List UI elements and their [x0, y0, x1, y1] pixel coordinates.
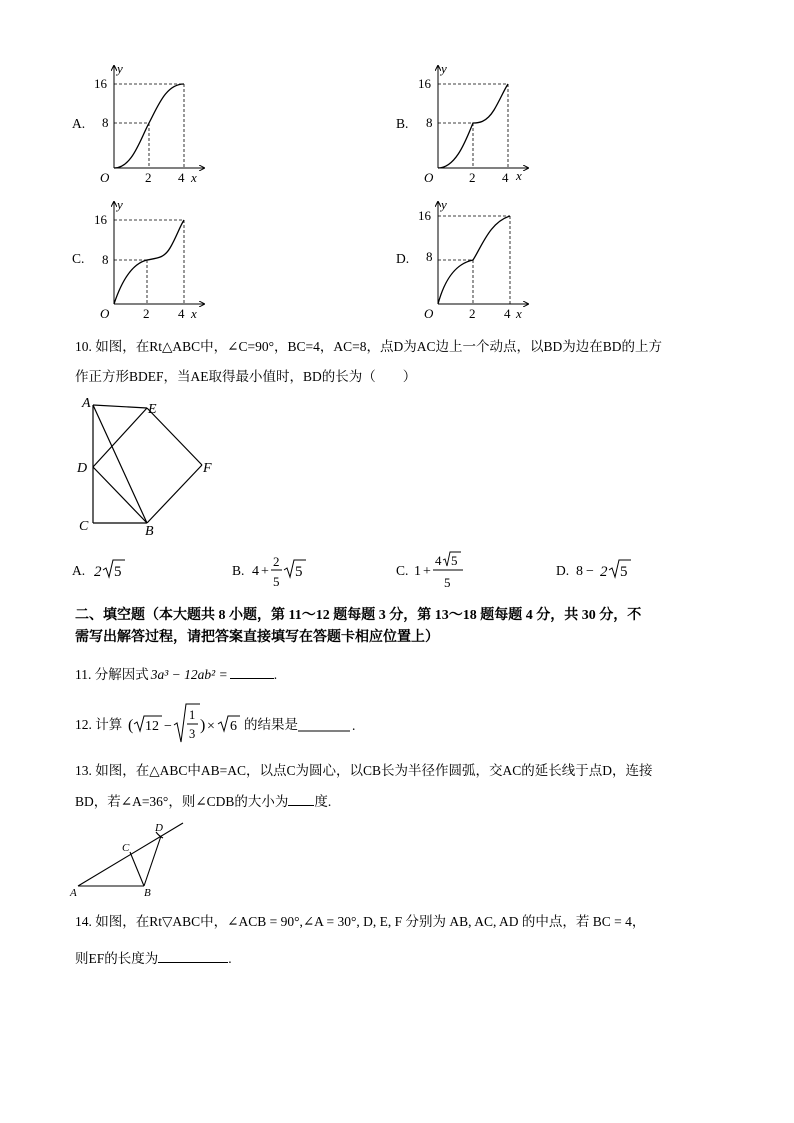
svg-text:A.: A. [72, 563, 86, 578]
q12-text: 12. 计算 [75, 717, 123, 732]
label-e: E [148, 402, 157, 417]
graph-a [92, 60, 212, 188]
svg-text:4: 4 [435, 553, 442, 568]
q10-option-b[interactable] [232, 554, 306, 589]
q11 [75, 664, 277, 685]
svg-text:C.: C. [396, 563, 409, 578]
q13-line2-end: 度. [314, 794, 332, 809]
q12-minus: − [164, 719, 172, 734]
svg-text:2: 2 [94, 564, 102, 580]
svg-text:5: 5 [114, 564, 122, 580]
q14-line1: 14. 如图，在Rt▽ABC中，∠ACB = 90°,∠A = 30°, D, E, F 分别为 AB, AC, AD 的中点，若 BC = 4， [75, 914, 646, 929]
svg-text:−: − [586, 564, 594, 579]
label-a: A [70, 887, 77, 899]
x-axis-label: x [191, 306, 197, 321]
curve [114, 220, 184, 304]
label-c: C [79, 519, 89, 534]
q12-end: . [352, 718, 356, 733]
y-axis-label: y [117, 61, 123, 76]
q11-expr: 3a³ − 12ab² = [150, 667, 228, 682]
q12-tail: 的结果是 [244, 717, 298, 732]
section2-line1: 二、填空题（本大题共 8 小题，第 11～12 题每题 3 分，第 13～18 题每题 4 分，共 30 分，不 [75, 608, 642, 623]
q13-line2-text: BD，若∠A=36°，则∠CDB的大小为 [75, 794, 289, 809]
y16-label: 16 [418, 76, 431, 91]
y16-label: 16 [418, 208, 431, 223]
q13-line2 [75, 791, 331, 812]
q10-option-d[interactable] [556, 560, 631, 580]
label-c: C [122, 842, 130, 854]
svg-text:4: 4 [252, 564, 259, 579]
origin-label: O [424, 306, 434, 321]
svg-text:+: + [261, 564, 269, 579]
graph-b [416, 60, 536, 188]
x-axis-label: x [516, 168, 522, 183]
x-axis-label: x [191, 170, 197, 185]
graph-c [92, 196, 212, 324]
q12-close-paren: ) [200, 717, 206, 734]
origin-label: O [100, 170, 110, 185]
x2-label: 2 [143, 306, 150, 321]
x2-label: 2 [469, 170, 476, 185]
q10-option-a[interactable] [72, 560, 125, 580]
q11-end: . [273, 667, 278, 682]
label-f: F [203, 461, 212, 476]
q14-line2 [75, 948, 232, 969]
svg-text:5: 5 [444, 575, 451, 590]
origin-label: O [424, 170, 434, 185]
q13-figure [68, 818, 193, 900]
x4-label: 4 [178, 306, 185, 321]
origin-label: O [100, 306, 110, 321]
y-axis-label: y [441, 61, 447, 76]
q12-frac-num: 1 [189, 708, 196, 722]
x4-label: 4 [178, 170, 185, 185]
y8-label: 8 [426, 249, 433, 264]
q12-sqrt12: 12 [145, 719, 159, 734]
svg-text:2: 2 [273, 554, 280, 569]
label-b: B [144, 887, 151, 899]
svg-text:+: + [423, 564, 431, 579]
q13-answer-blank[interactable] [288, 791, 314, 806]
x-axis-label: x [516, 306, 522, 321]
x2-label: 2 [469, 306, 476, 321]
x2-label: 2 [145, 170, 152, 185]
svg-text:5: 5 [295, 564, 303, 580]
q11-answer-blank[interactable] [230, 664, 274, 679]
q12-frac-den: 3 [189, 727, 196, 741]
q14-end: . [228, 951, 232, 966]
q14-answer-blank[interactable] [158, 948, 228, 963]
label-a: A [82, 396, 91, 411]
y-axis-label: y [441, 197, 447, 212]
q12-times: × [207, 719, 215, 734]
section2-line2: 需写出解答过程，请把答案直接填写在答题卡相应位置上） [75, 630, 439, 645]
option-a-letter[interactable]: A. [72, 116, 86, 131]
option-b-letter[interactable]: B. [396, 116, 409, 131]
label-b: B [145, 524, 154, 538]
svg-text:2: 2 [600, 564, 608, 580]
q10-line1: 10. 如图，在Rt△ABC中，∠C=90°，BC=4，AC=8，点D为AC边上一个动点，以BD为边在BD的上方 [75, 339, 662, 354]
q10-figure [72, 393, 222, 538]
q12-open-paren: ( [128, 717, 134, 734]
q10-line2: 作正方形BDEF，当AE取得最小值时，BD的长为（ ） [75, 369, 417, 384]
q12-sqrt6: 6 [230, 719, 237, 734]
q10-options [70, 548, 730, 594]
svg-text:5: 5 [273, 574, 280, 589]
q14-line2-text: 则EF的长度为 [75, 951, 159, 966]
y8-label: 8 [102, 252, 109, 267]
y16-label: 16 [94, 76, 107, 91]
y8-label: 8 [102, 115, 109, 130]
graph-d [416, 196, 536, 324]
x4-label: 4 [504, 306, 511, 321]
q13-line1: 13. 如图，在△ABC中AB=AC，以点C为圆心，以CB长为半径作圆弧，交AC的延长线于点D，连接 [75, 763, 653, 778]
q11-text: 11. 分解因式 [75, 667, 149, 682]
option-d-letter[interactable]: D. [396, 251, 410, 266]
y-axis-label: y [117, 197, 123, 212]
y16-label: 16 [94, 212, 107, 227]
option-c-letter[interactable]: C. [72, 251, 85, 266]
y8-label: 8 [426, 115, 433, 130]
label-d: D [155, 822, 163, 834]
q12 [72, 700, 392, 746]
svg-text:B.: B. [232, 563, 245, 578]
svg-text:5: 5 [620, 564, 628, 580]
q10-option-c[interactable] [396, 552, 463, 590]
svg-text:D.: D. [556, 563, 570, 578]
x4-label: 4 [502, 170, 509, 185]
svg-text:1: 1 [414, 564, 421, 579]
svg-text:8: 8 [576, 564, 583, 579]
label-d: D [77, 461, 88, 476]
svg-text:5: 5 [451, 553, 458, 568]
